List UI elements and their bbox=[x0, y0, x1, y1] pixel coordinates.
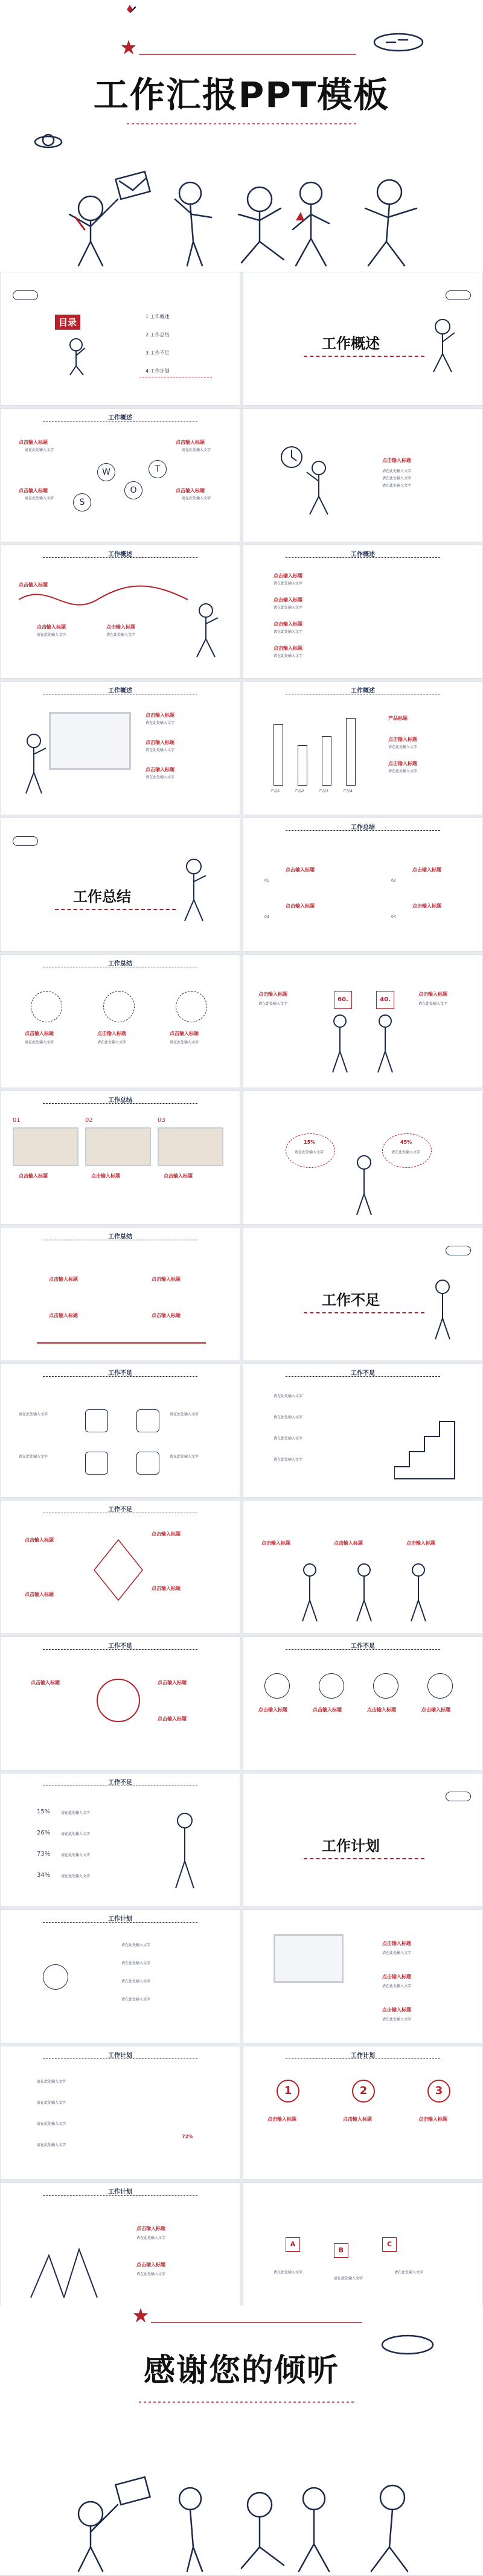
label-3: 点击输入标题 bbox=[406, 1540, 435, 1546]
slide-summary-icons[interactable] bbox=[0, 1227, 240, 1361]
title-line bbox=[43, 1922, 197, 1923]
slide-section-plan[interactable] bbox=[243, 1773, 483, 1907]
text-1: 请在此处输入文字 bbox=[382, 1951, 412, 1955]
label-2: 点击输入标题 bbox=[152, 1531, 181, 1537]
title-line bbox=[43, 557, 197, 559]
medal-1: 1 bbox=[277, 2080, 299, 2103]
slide-overview-board[interactable] bbox=[0, 681, 240, 815]
label-2: 点击输入标题 bbox=[418, 992, 447, 997]
slide-shortage-process[interactable] bbox=[243, 1636, 483, 1770]
process-circle-4 bbox=[427, 1673, 453, 1699]
slide-title: 工作总结 bbox=[351, 824, 375, 831]
bar-3 bbox=[322, 736, 331, 786]
text-1: 请在此处输入文字 bbox=[273, 582, 303, 586]
stick-figure-group-illustration bbox=[0, 0, 483, 272]
text-2: 请在此处输入文字 bbox=[273, 606, 303, 610]
text-4: 请在此处输入文字 bbox=[61, 1874, 91, 1879]
slide-plan-flags[interactable] bbox=[243, 2182, 483, 2316]
label-1: 点击输入标题 bbox=[146, 713, 174, 718]
bar-1 bbox=[273, 724, 283, 786]
title-line bbox=[43, 421, 197, 422]
cover-slide bbox=[0, 0, 483, 272]
toc-title: 目录 bbox=[55, 315, 80, 330]
text-1: 请在此处输入文字 bbox=[61, 1811, 91, 1815]
text-2: 请在此处输入文字 bbox=[25, 496, 54, 501]
text-1: 请在此处输入文字 bbox=[121, 1943, 151, 1947]
text-3: 请在此处输入文字 bbox=[146, 775, 175, 780]
flag-a: A bbox=[286, 2237, 300, 2252]
stick-figure-illustration bbox=[188, 600, 224, 660]
text-3: 请在此处输入文字 bbox=[170, 1412, 199, 1417]
slide-title: 工作概述 bbox=[108, 551, 132, 558]
text-1: 请在此处输入文字 bbox=[273, 2270, 303, 2275]
swot-s: S bbox=[73, 493, 91, 511]
toc-item-3[interactable]: 3 工作不足 bbox=[146, 350, 170, 356]
swot-w: W bbox=[97, 463, 115, 481]
text-2: 请在此处输入文字 bbox=[273, 1415, 303, 1420]
medal-3: 3 bbox=[427, 2080, 450, 2103]
slide-title: 工作不足 bbox=[108, 1780, 132, 1786]
process-circle-2 bbox=[319, 1673, 344, 1699]
text-1: 请在此处输入文字 bbox=[146, 721, 175, 725]
stick-figure-illustration bbox=[424, 1276, 461, 1342]
product-title: 产品标题 bbox=[388, 716, 408, 721]
text-3: 请在此处输入文字 bbox=[382, 2017, 412, 2022]
slide-title: 工作计划 bbox=[351, 2052, 375, 2059]
section-underline bbox=[55, 909, 176, 910]
text-4: 请在此处输入文字 bbox=[170, 1455, 199, 1459]
label-3: 点击输入标题 bbox=[106, 624, 135, 630]
percent-1: 15% bbox=[304, 1139, 316, 1145]
underline bbox=[37, 1342, 206, 1344]
text-1: 请在此处输入文字 bbox=[136, 2236, 166, 2240]
pct-4: 34% bbox=[37, 1872, 51, 1879]
label-2: 点击输入标题 bbox=[19, 488, 48, 493]
text-2: 请在此处输入文字 bbox=[136, 2272, 166, 2276]
text-1: 请在此处输入文字 bbox=[37, 2080, 66, 2084]
title-line bbox=[43, 2195, 197, 2196]
cycle-box-4 bbox=[136, 1452, 159, 1475]
label-1: 点击输入标题 bbox=[267, 2116, 296, 2122]
text-3: 请在此处输入文字 bbox=[61, 1853, 91, 1857]
num-2: 02 bbox=[85, 1117, 93, 1124]
label-1: 点击输入标题 bbox=[19, 1173, 48, 1179]
text-3: 请在此处输入文字 bbox=[382, 484, 412, 488]
axis-1: 产品1 bbox=[270, 789, 280, 793]
title-line bbox=[286, 694, 440, 695]
hub-circle bbox=[43, 1964, 68, 1990]
title-line bbox=[43, 694, 197, 695]
num-3: 03 bbox=[158, 1117, 165, 1124]
label-4: 点击输入标题 bbox=[421, 1707, 450, 1713]
percent-72: 72% bbox=[182, 2134, 194, 2139]
text-3: 请在此处输入文字 bbox=[170, 1040, 199, 1045]
pct-2: 26% bbox=[37, 1830, 51, 1836]
slide-summary-steps[interactable] bbox=[0, 954, 240, 1088]
label-1: 点击输入标题 bbox=[49, 1277, 78, 1282]
label-2: 点击输入标题 bbox=[382, 1974, 411, 1979]
title-line bbox=[286, 1649, 440, 1650]
swot-t: T bbox=[149, 460, 167, 478]
monitor-icon bbox=[273, 1934, 344, 1983]
axis-2: 产品2 bbox=[295, 789, 304, 793]
text-4: 请在此处输入文字 bbox=[37, 2143, 66, 2147]
label-2: 点击输入标题 bbox=[313, 1707, 342, 1713]
slide-shortage-percent[interactable] bbox=[0, 1773, 240, 1907]
slide-summary-signs[interactable] bbox=[243, 954, 483, 1088]
slide-shortage-figures[interactable] bbox=[243, 1500, 483, 1634]
label-3: 点击输入标题 bbox=[382, 2007, 411, 2013]
label-3: 点击输入标题 bbox=[418, 2116, 447, 2122]
step-circle-1 bbox=[31, 991, 62, 1022]
slide-summary-photos[interactable] bbox=[0, 1091, 240, 1225]
title-line bbox=[43, 1103, 197, 1104]
slide-title: 工作不足 bbox=[108, 1643, 132, 1650]
label-1: 点击输入标题 bbox=[273, 573, 302, 578]
slide-title: 工作概述 bbox=[351, 688, 375, 694]
step-circle-3 bbox=[176, 991, 207, 1022]
percent-2: 45% bbox=[400, 1139, 412, 1145]
text-4: 请在此处输入文字 bbox=[121, 1998, 151, 2002]
label-2: 点击输入标题 bbox=[273, 597, 302, 603]
num-4: 04 bbox=[391, 915, 396, 919]
text-2: 请在此处输入文字 bbox=[334, 2276, 363, 2281]
text-1: 请在此处输入文字 bbox=[37, 633, 66, 637]
stick-figure-illustration bbox=[424, 315, 461, 375]
photo-1 bbox=[13, 1127, 78, 1166]
label-4: 点击输入标题 bbox=[176, 488, 205, 493]
title-line bbox=[43, 1649, 197, 1650]
slide-overview-chart[interactable] bbox=[243, 681, 483, 815]
slide-summary-boxes[interactable] bbox=[243, 818, 483, 952]
text-2: 请在此处输入文字 bbox=[418, 1002, 448, 1006]
slide-title: 工作不足 bbox=[108, 1507, 132, 1513]
slide-overview-clock[interactable] bbox=[243, 408, 483, 542]
num-3: 03 bbox=[264, 915, 269, 919]
stick-figure-illustration bbox=[164, 1810, 206, 1894]
title-line bbox=[286, 830, 440, 831]
section-title-overview: 工作概述 bbox=[322, 335, 380, 352]
toc-item-4[interactable]: 4 工作计划 bbox=[146, 368, 170, 374]
diamond-illustration bbox=[91, 1537, 146, 1603]
text-1: 请在此处输入文字 bbox=[382, 469, 412, 473]
section-title-summary: 工作总结 bbox=[73, 888, 131, 905]
label-3: 点击输入标题 bbox=[164, 1173, 193, 1179]
section-underline bbox=[304, 1858, 424, 1859]
stick-figure-illustration bbox=[19, 730, 49, 796]
stick-figure-illustration bbox=[176, 854, 212, 927]
process-circle-1 bbox=[264, 1673, 290, 1699]
title-line bbox=[286, 557, 440, 559]
text-2: 请在此处输入文字 bbox=[61, 1832, 91, 1836]
label-1: 点击输入标题 bbox=[261, 1540, 290, 1546]
slide-shortage-loop[interactable] bbox=[0, 1636, 240, 1770]
text-4: 请在此处输入文字 bbox=[273, 1458, 303, 1462]
label-1: 点击输入标题 bbox=[31, 1680, 60, 1685]
slide-plan-list[interactable] bbox=[0, 2046, 240, 2180]
stick-figure-illustration bbox=[346, 1152, 382, 1218]
label-1: 点击输入标题 bbox=[258, 1707, 287, 1713]
slide-title: 工作计划 bbox=[108, 2189, 132, 2196]
label-2: 点击输入标题 bbox=[152, 1277, 181, 1282]
label-2: 点击输入标题 bbox=[37, 624, 66, 630]
text-1: 请在此处输入文字 bbox=[258, 1002, 288, 1006]
label-2: 点击输入标题 bbox=[158, 1680, 187, 1685]
text-1: 请在此处输入文字 bbox=[273, 1394, 303, 1399]
title-line bbox=[43, 1240, 197, 1241]
text-1: 请在此处输入文字 bbox=[295, 1150, 324, 1155]
sign-60: 60. bbox=[334, 991, 352, 1009]
title-line bbox=[43, 1376, 197, 1377]
bar-4 bbox=[346, 718, 356, 786]
text-2: 请在此处输入文字 bbox=[37, 2101, 66, 2105]
pct-3: 73% bbox=[37, 1851, 51, 1857]
label-3: 点击输入标题 bbox=[412, 867, 441, 873]
cycle-box-3 bbox=[85, 1452, 108, 1475]
label-1: 点击输入标题 bbox=[382, 1941, 411, 1946]
text-1: 请在此处输入文字 bbox=[25, 1040, 54, 1045]
text-2: 请在此处输入文字 bbox=[106, 633, 136, 637]
slide-overview-wave[interactable] bbox=[0, 545, 240, 679]
title-line bbox=[43, 1513, 197, 1514]
label-1: 点击输入标题 bbox=[19, 582, 48, 588]
swot-o: O bbox=[124, 481, 142, 499]
label-1: 点击输入标题 bbox=[258, 992, 287, 997]
text-4: 请在此处输入文字 bbox=[273, 654, 303, 658]
title-line bbox=[43, 1786, 197, 1787]
label-3: 点击输入标题 bbox=[146, 767, 174, 772]
pyramid-illustration bbox=[25, 2231, 103, 2304]
label-1: 点击输入标题 bbox=[136, 2226, 165, 2231]
step-circle-2 bbox=[103, 991, 135, 1022]
label-3: 点击输入标题 bbox=[176, 440, 205, 445]
sign-40: 40. bbox=[376, 991, 394, 1009]
toc-item-2[interactable]: 2 工作总结 bbox=[146, 332, 170, 338]
text-1: 请在此处输入文字 bbox=[388, 745, 418, 749]
label-3: 点击输入标题 bbox=[158, 1716, 187, 1722]
text-4: 请在此处输入文字 bbox=[182, 496, 211, 501]
text-3: 请在此处输入文字 bbox=[394, 2270, 424, 2275]
title-line bbox=[43, 2059, 197, 2060]
label-1: 点击输入标题 bbox=[388, 737, 417, 742]
slide-title: 工作概述 bbox=[108, 415, 132, 421]
label-1: 点击输入标题 bbox=[19, 440, 48, 445]
clock-icon bbox=[280, 445, 304, 469]
slide-shortage-cycle[interactable] bbox=[0, 1363, 240, 1498]
slide-title: 工作不足 bbox=[351, 1643, 375, 1650]
label-1: 点击输入标题 bbox=[382, 458, 411, 463]
label-2: 点击输入标题 bbox=[97, 1031, 126, 1036]
slide-shortage-diamond[interactable] bbox=[0, 1500, 240, 1634]
slide-overview-swot[interactable] bbox=[0, 408, 240, 542]
slide-title: 工作概述 bbox=[351, 551, 375, 558]
section-underline bbox=[304, 1312, 424, 1313]
stick-figure-group-illustration bbox=[280, 1561, 449, 1627]
section-title-shortage: 工作不足 bbox=[322, 1292, 380, 1309]
axis-4: 产品4 bbox=[343, 789, 353, 793]
end-title: 感谢您的倾听 bbox=[143, 2353, 339, 2389]
label-3: 点击输入标题 bbox=[170, 1031, 199, 1036]
process-circle-3 bbox=[373, 1673, 398, 1699]
title-line bbox=[286, 2059, 440, 2060]
label-1: 点击输入标题 bbox=[25, 1537, 54, 1543]
slide-plan-pyramid[interactable] bbox=[0, 2182, 240, 2316]
text-2: 请在此处输入文字 bbox=[19, 1455, 48, 1459]
label-3: 点击输入标题 bbox=[367, 1707, 396, 1713]
label-2: 点击输入标题 bbox=[334, 1540, 363, 1546]
stick-figure-group-illustration bbox=[316, 1012, 412, 1078]
stick-figure-illustration bbox=[64, 336, 94, 378]
label-1: 点击输入标题 bbox=[286, 867, 315, 873]
num-1: 01 bbox=[13, 1117, 21, 1124]
label-2: 点击输入标题 bbox=[136, 2262, 165, 2267]
slide-overview-list[interactable] bbox=[243, 545, 483, 679]
slide-section-overview[interactable] bbox=[243, 272, 483, 406]
section-underline bbox=[304, 356, 424, 357]
text-3: 请在此处输入文字 bbox=[273, 1437, 303, 1441]
slide-plan-hub[interactable] bbox=[0, 1909, 240, 2043]
flag-b: B bbox=[334, 2243, 348, 2258]
end-slide bbox=[0, 2305, 483, 2576]
stick-figure-illustration bbox=[304, 457, 334, 517]
label-2: 点击输入标题 bbox=[343, 2116, 372, 2122]
label-4: 点击输入标题 bbox=[152, 1586, 181, 1591]
slide-section-summary[interactable] bbox=[0, 818, 240, 952]
text-1: 请在此处输入文字 bbox=[25, 448, 54, 452]
slide-shortage-stairs[interactable] bbox=[243, 1363, 483, 1498]
slide-title: 工作总结 bbox=[108, 961, 132, 967]
pct-1: 15% bbox=[37, 1809, 51, 1815]
label-2: 点击输入标题 bbox=[146, 740, 174, 745]
title-line bbox=[286, 1376, 440, 1377]
text-3: 请在此处输入文字 bbox=[273, 630, 303, 634]
text-1: 请在此处输入文字 bbox=[19, 1412, 48, 1417]
bar-2 bbox=[298, 745, 307, 786]
label-4: 点击输入标题 bbox=[273, 646, 302, 651]
cycle-box-2 bbox=[136, 1409, 159, 1432]
slide-title: 工作不足 bbox=[351, 1370, 375, 1377]
label-3: 点击输入标题 bbox=[25, 1592, 54, 1597]
slide-title: 工作计划 bbox=[108, 1916, 132, 1923]
photo-3 bbox=[158, 1127, 223, 1166]
slide-plan-medals[interactable] bbox=[243, 2046, 483, 2180]
slide-toc[interactable] bbox=[0, 272, 240, 406]
text-2: 请在此处输入文字 bbox=[382, 1984, 412, 1988]
slide-title: 工作不足 bbox=[108, 1370, 132, 1377]
flag-c: C bbox=[382, 2237, 397, 2252]
cycle-box-1 bbox=[85, 1409, 108, 1432]
slide-title: 工作总结 bbox=[108, 1097, 132, 1104]
num-2: 02 bbox=[391, 879, 396, 883]
text-2: 请在此处输入文字 bbox=[146, 748, 175, 752]
slide-title: 工作总结 bbox=[108, 1234, 132, 1240]
text-2: 请在此处输入文字 bbox=[121, 1961, 151, 1966]
slide-plan-monitor[interactable] bbox=[243, 1909, 483, 2043]
label-4: 点击输入标题 bbox=[152, 1313, 181, 1318]
text-2: 请在此处输入文字 bbox=[391, 1150, 421, 1155]
label-2: 点击输入标题 bbox=[286, 903, 315, 909]
text-2: 请在此处输入文字 bbox=[382, 476, 412, 481]
num-1: 01 bbox=[264, 879, 269, 883]
label-1: 点击输入标题 bbox=[25, 1031, 54, 1036]
title-line bbox=[43, 967, 197, 968]
photo-placeholder bbox=[49, 712, 131, 770]
slide-summary-percent[interactable] bbox=[243, 1091, 483, 1225]
text-3: 请在此处输入文字 bbox=[121, 1979, 151, 1984]
label-2: 点击输入标题 bbox=[388, 761, 417, 766]
label-4: 点击输入标题 bbox=[412, 903, 441, 909]
text-3: 请在此处输入文字 bbox=[37, 2122, 66, 2126]
text-2: 请在此处输入文字 bbox=[97, 1040, 127, 1045]
axis-3: 产品3 bbox=[319, 789, 328, 793]
cover-title: 工作汇报PPT模板 bbox=[93, 74, 390, 115]
slide-section-shortage[interactable] bbox=[243, 1227, 483, 1361]
text-2: 请在此处输入文字 bbox=[388, 769, 418, 774]
text-3: 请在此处输入文字 bbox=[182, 448, 211, 452]
photo-2 bbox=[85, 1127, 151, 1166]
label-2: 点击输入标题 bbox=[91, 1173, 120, 1179]
label-3: 点击输入标题 bbox=[273, 621, 302, 627]
medal-2: 2 bbox=[352, 2080, 375, 2103]
section-title-plan: 工作计划 bbox=[322, 1837, 380, 1854]
label-3: 点击输入标题 bbox=[49, 1313, 78, 1318]
slide-title: 工作计划 bbox=[108, 2052, 132, 2059]
loop-arrows-icon bbox=[91, 1673, 146, 1728]
stairs-illustration bbox=[394, 1400, 467, 1485]
toc-item-1[interactable]: 1 工作概述 bbox=[146, 314, 170, 319]
slide-title: 工作概述 bbox=[108, 688, 132, 694]
